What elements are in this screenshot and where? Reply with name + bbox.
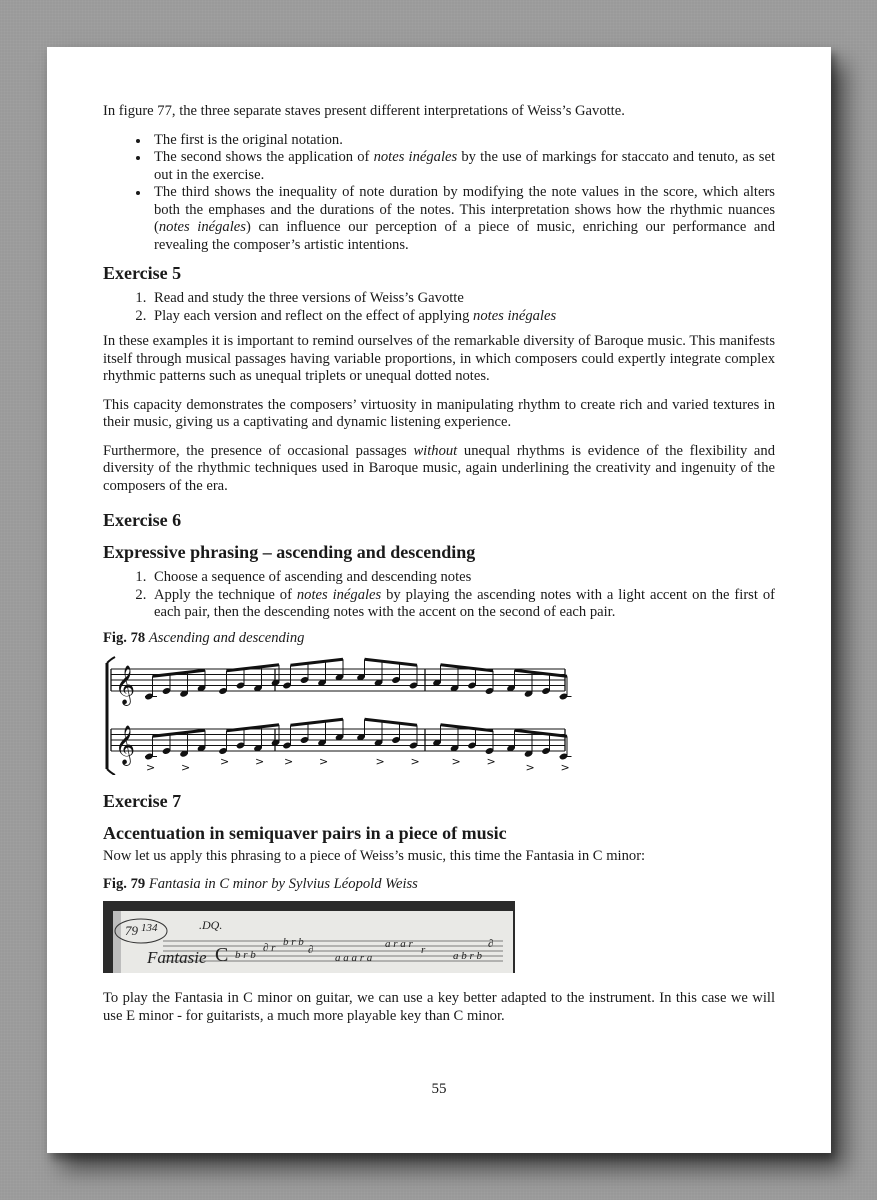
svg-text:a r a r: a r a r <box>385 938 413 950</box>
svg-text:>: > <box>375 754 385 768</box>
svg-text:>: > <box>451 754 461 768</box>
svg-text:∂ r: ∂ r <box>263 942 276 954</box>
svg-text:>: > <box>181 760 191 774</box>
svg-text:.DQ.: .DQ. <box>199 918 223 932</box>
svg-text:79: 79 <box>125 923 138 938</box>
list-item: • The third shows the inequality of note duration by modifying the note values in the score, which alters both the emphases and the durations of the notes. This interpretation shows how the rhythmic nuances (notes inégales) can influence our perception of a piece of music, enriching our performance and revealing the composer’s artistic intentions. <box>150 184 775 254</box>
exercise-6-heading: Exercise 6 <box>103 510 182 530</box>
list-item: 1. Choose a sequence of ascending and descending notes <box>150 569 775 587</box>
diversity-paragraph: In these examples it is important to remind ourselves of the remarkable diversity of Baroque music. This manifests itself through musical passages having variable proportions, in which composers could expertly integrate complex rhythmic patterns such as unequal triplets or unequal dotted notes. <box>103 333 775 384</box>
list-item: 2. Apply the technique of notes inégales by playing the ascending notes with a light accent on the first of each pair, then the descending notes with the accent on the second of each pair. <box>150 587 775 622</box>
page-content <box>103 103 775 1036</box>
list-item: 1. Read and study the three versions of Weiss’s Gavotte <box>150 290 775 308</box>
list-item: • The second shows the application of notes inégales by the use of markings for staccato and tenuto, as set out in the exercise. <box>150 149 775 184</box>
closing-paragraph: To play the Fantasia in C minor on guitar, we can use a key better adapted to the instrument. In this case we will use E minor - for guitarists, a much more playable key than C minor. <box>103 990 775 1024</box>
svg-text:a a a r a: a a a r a <box>335 952 373 964</box>
page-number: 55 <box>431 1081 447 1097</box>
svg-text:r: r <box>421 944 426 956</box>
svg-text:∂: ∂ <box>308 944 314 956</box>
svg-text:>: > <box>525 760 535 774</box>
svg-text:Fantasie: Fantasie <box>147 948 207 967</box>
svg-text:>: > <box>146 760 156 774</box>
svg-text:>: > <box>284 754 294 768</box>
figure-79-caption: Fig. 79 Fantasia in C minor by Sylvius Léopold Weiss <box>103 876 418 892</box>
svg-text:C: C <box>215 944 229 966</box>
svg-text:a b r b: a b r b <box>453 950 483 962</box>
furthermore-paragraph: Furthermore, the presence of occasional passages without unequal rhythms is evidence of the flexibility and diversity of the rhythmic techniques used in Baroque music, again underlining the creativity and ingenuity of the composers of the era. <box>103 442 776 494</box>
upper-staff <box>111 659 572 706</box>
exercise-6-steps <box>103 569 775 622</box>
svg-text:>: > <box>410 754 420 768</box>
svg-text:𝄞: 𝄞 <box>115 664 136 705</box>
capacity-paragraph: This capacity demonstrates the composers’ virtuosity in manipulating rhythm to create rich and varied textures in their music, giving us a captivating and dynamic listening experience. <box>103 396 775 430</box>
svg-text:134: 134 <box>141 922 158 934</box>
svg-text:>: > <box>255 754 265 768</box>
interpretation-list <box>103 132 775 255</box>
exercise-7-text: Now let us apply this phrasing to a piece of Weiss’s music, this time the Fantasia in C minor: <box>103 847 646 864</box>
list-item: • The first is the original notation. <box>150 132 775 150</box>
svg-text:>: > <box>220 754 230 768</box>
svg-text:>: > <box>486 754 496 768</box>
figure-78-caption: Fig. 78 Ascending and descending <box>103 629 305 646</box>
list-item: 2. Play each version and reflect on the effect of applying notes inégales <box>150 308 775 326</box>
intro-paragraph: In figure 77, the three separate staves present different interpretations of Weiss’s Gavotte. <box>103 103 625 119</box>
figure-79-manuscript-image <box>103 901 515 973</box>
exercise-7-subheading: Accentuation in semiquaver pairs in a piece of music <box>103 822 507 843</box>
svg-text:b r b: b r b <box>235 949 256 961</box>
svg-text:>: > <box>319 754 329 768</box>
lower-staff <box>111 719 572 774</box>
exercise-5-heading: Exercise 5 <box>103 263 182 283</box>
exercise-7-heading: Exercise 7 <box>103 790 182 811</box>
exercise-5-steps <box>103 290 775 325</box>
figure-78-score <box>103 655 573 775</box>
svg-text:>: > <box>560 760 570 774</box>
book-page <box>47 47 831 1153</box>
exercise-6-subheading: Expressive phrasing – ascending and descending <box>103 542 476 562</box>
svg-text:b r b: b r b <box>283 936 304 948</box>
svg-text:∂: ∂ <box>488 938 494 950</box>
svg-text:𝄞: 𝄞 <box>115 724 136 765</box>
